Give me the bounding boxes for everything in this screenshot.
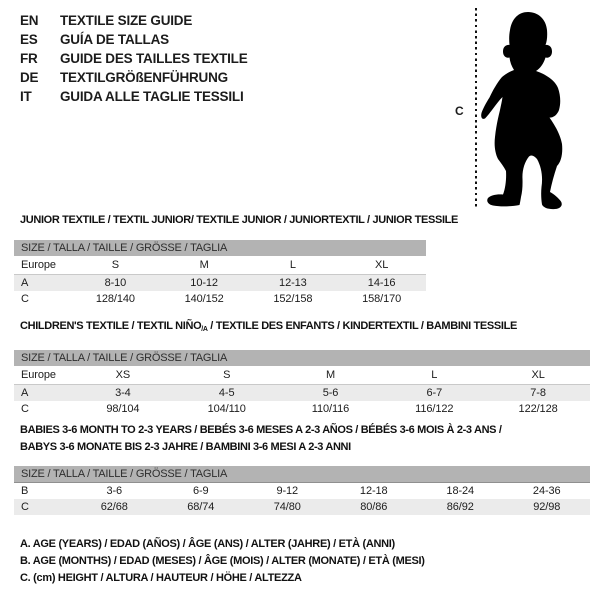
- row-label: C: [21, 293, 29, 305]
- table-row-c: [14, 499, 590, 515]
- babies-section-heading: [20, 422, 502, 455]
- size-header-row: [14, 366, 590, 385]
- table-row-a: [14, 385, 590, 401]
- table-row-a: [14, 275, 426, 291]
- language-code: EN: [20, 13, 39, 28]
- language-row: [20, 68, 248, 87]
- value-cell: 12-18: [359, 485, 388, 497]
- size-column-header: XS: [115, 369, 131, 381]
- children-heading-subscript: /A: [201, 326, 208, 333]
- children-heading-text: CHILDREN'S TEXTILE / TEXTIL NIÑO: [20, 320, 202, 332]
- language-code: DE: [20, 70, 39, 85]
- value-cell: 152/158: [273, 293, 313, 305]
- size-column-header: M: [199, 259, 209, 271]
- size-header-row: [14, 256, 426, 275]
- language-title: GUIDA ALLE TAGLIE TESSILI: [60, 89, 244, 104]
- value-cell: 3-6: [106, 485, 123, 497]
- value-cell: 6-7: [426, 387, 443, 399]
- row-label: B: [21, 485, 29, 497]
- table-row-b: [14, 483, 590, 499]
- value-cell: 18-24: [446, 485, 475, 497]
- size-column-header: L: [431, 369, 438, 381]
- value-cell: 8-10: [104, 277, 127, 289]
- value-cell: 3-4: [115, 387, 131, 399]
- value-cell: 24-36: [532, 485, 561, 497]
- value-cell: 7-8: [530, 387, 546, 399]
- value-cell: 122/128: [518, 403, 558, 415]
- language-row: [20, 11, 248, 30]
- value-cell: 86/92: [446, 501, 474, 513]
- size-bar: SIZE / TALLA / TAILLE / GRÖSSE / TAGLIA: [14, 350, 590, 366]
- value-cell: 92/98: [533, 501, 561, 513]
- row-label: A: [21, 387, 29, 399]
- row-label: C: [21, 403, 29, 415]
- table-row-c: [14, 291, 426, 307]
- value-cell: 98/104: [106, 403, 140, 415]
- language-row: [20, 30, 248, 49]
- language-code: ES: [20, 32, 38, 47]
- language-code: FR: [20, 51, 38, 66]
- junior-section-heading: JUNIOR TEXTILE / TEXTIL JUNIOR/ TEXTILE JUNIOR / JUNIORTEXTIL / JUNIOR TESSILE: [20, 214, 459, 226]
- size-column-header: L: [289, 259, 296, 271]
- value-cell: 6-9: [192, 485, 209, 497]
- value-cell: 4-5: [218, 387, 235, 399]
- language-row: [20, 49, 248, 68]
- measurement-legend: [20, 536, 425, 586]
- value-cell: 5-6: [322, 387, 339, 399]
- language-row: [20, 87, 248, 106]
- value-cell: 116/122: [415, 403, 454, 415]
- size-bar: SIZE / TALLA / TAILLE / GRÖSSE / TAGLIA: [14, 240, 426, 256]
- value-cell: 128/140: [95, 293, 135, 305]
- value-cell: 110/116: [311, 403, 350, 415]
- value-cell: 14-16: [367, 277, 396, 289]
- table-row-c: [14, 401, 590, 417]
- value-cell: 80/86: [360, 501, 388, 513]
- size-column-header: S: [223, 369, 231, 381]
- row-label: A: [21, 277, 29, 289]
- value-cell: 9-12: [276, 485, 299, 497]
- language-title-block: [20, 11, 248, 106]
- babies-size-table: [14, 466, 590, 515]
- value-cell: 158/170: [362, 293, 402, 305]
- children-size-table: [14, 350, 590, 417]
- babies-heading-line1: BABIES 3-6 MONTH TO 2-3 YEARS / BEBÉS 3-6 MESES A 2-3 AÑOS / BÉBÉS 3-6 MOIS À 2-3 ANS /: [20, 424, 502, 436]
- children-heading-text: / TEXTILE DES ENFANTS / KINDERTEXTIL / BAMBINI TESSILE: [207, 320, 517, 332]
- junior-size-table: [14, 240, 426, 307]
- size-bar: SIZE / TALLA / TAILLE / GRÖSSE / TAGLIA: [14, 466, 590, 483]
- size-column-header: XL: [531, 369, 545, 381]
- size-column-header: XL: [374, 259, 389, 271]
- value-cell: 12-13: [279, 277, 307, 289]
- value-cell: 10-12: [190, 277, 218, 289]
- value-cell: 104/110: [207, 403, 246, 415]
- height-measure-dotted-line: [475, 8, 477, 208]
- size-column-header: S: [111, 259, 119, 271]
- toddler-silhouette-icon: [481, 6, 577, 212]
- language-title: TEXTILE SIZE GUIDE: [60, 13, 193, 28]
- language-title: GUÍA DE TALLAS: [60, 32, 169, 47]
- value-cell: 68/74: [187, 501, 215, 513]
- value-cell: 74/80: [273, 501, 301, 513]
- legend-line-a: A. AGE (YEARS) / EDAD (AÑOS) / ÂGE (ANS) / ALTER (JAHRE) / ETÀ (ANNI): [20, 538, 395, 550]
- value-cell: 62/68: [100, 501, 128, 513]
- language-code: IT: [20, 89, 32, 104]
- value-cell: 140/152: [184, 293, 224, 305]
- region-label: Europe: [21, 259, 56, 271]
- measure-label-c: C: [455, 104, 464, 118]
- children-section-heading: [20, 320, 517, 333]
- region-label: Europe: [21, 369, 56, 381]
- legend-line-b: B. AGE (MONTHS) / EDAD (MESES) / ÂGE (MOIS) / ALTER (MONATE) / ETÀ (MESI): [20, 554, 425, 567]
- babies-heading-line2: BABYS 3-6 MONATE BIS 2-3 JAHRE / BAMBINI 3-6 MESI A 2-3 ANNI: [20, 440, 351, 453]
- language-title: TEXTILGRÖßENFÜHRUNG: [60, 70, 228, 85]
- legend-line-c: C. (cm) HEIGHT / ALTURA / HAUTEUR / HÖHE / ALTEZZA: [20, 571, 302, 584]
- row-label: C: [21, 501, 29, 513]
- size-column-header: M: [325, 369, 336, 381]
- language-title: GUIDE DES TAILLES TEXTILE: [60, 51, 248, 66]
